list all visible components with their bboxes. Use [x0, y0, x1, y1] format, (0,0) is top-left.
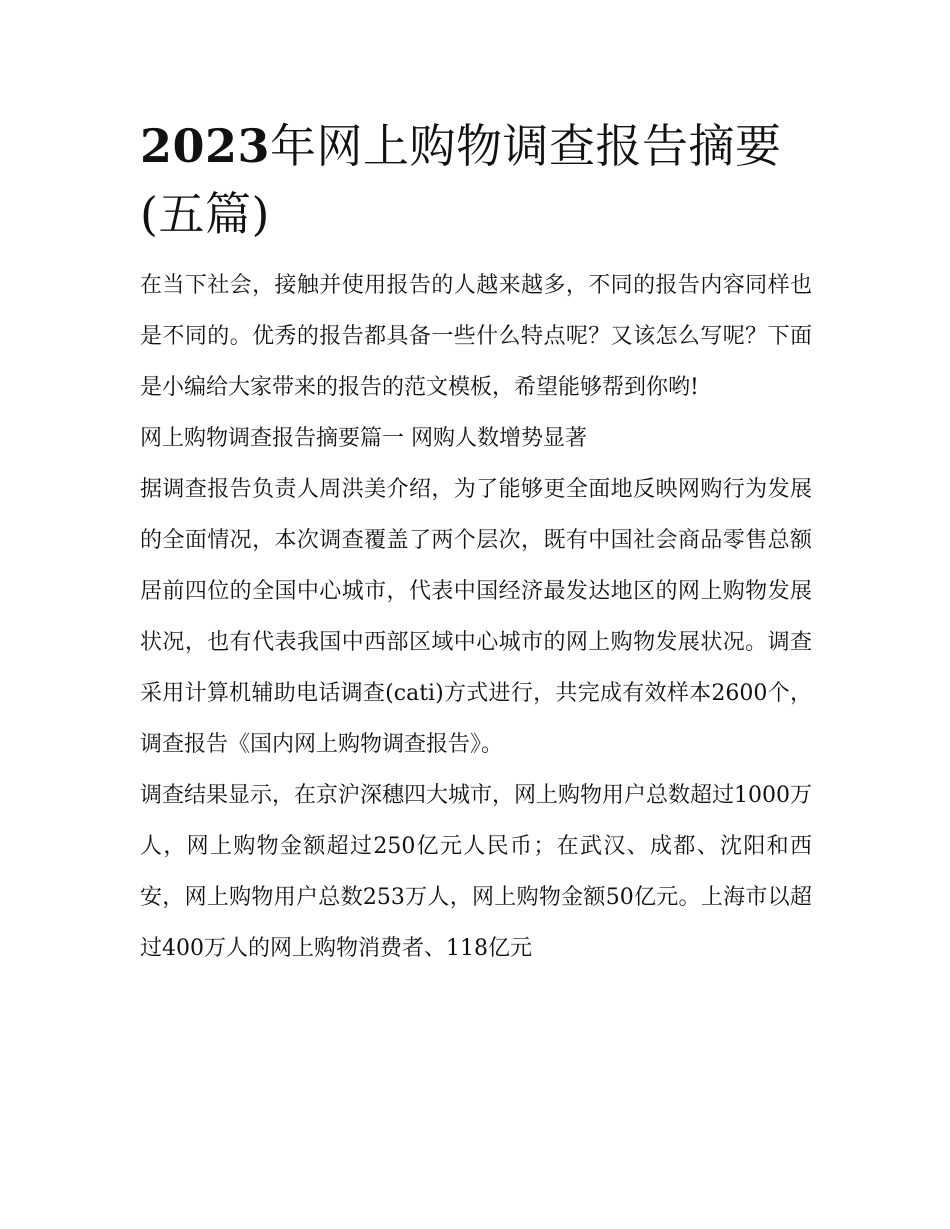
document-body	[140, 112, 812, 974]
intro-paragraph: 在当下社会，接触并使用报告的人越来越多，不同的报告内容同样也是不同的。优秀的报告都具备一些什么特点呢？又该怎么写呢？下面是小编给大家带来的报告的范文模板，希望能够帮到你哟!	[140, 273, 812, 400]
body-paragraph-2: 调查结果显示，在京沪深穗四大城市，网上购物用户总数超过1000万人，网上购物金额超过250亿元人民币；在武汉、成都、沈阳和西安，网上购物用户总数253万人，网上购物金额50亿元。上海市以超过400万人的网上购物消费者、118亿元	[140, 783, 812, 961]
title-year: 2023	[140, 119, 271, 173]
document-title	[140, 112, 812, 248]
section-heading: 网上购物调查报告摘要篇一 网购人数增势显著	[140, 426, 587, 451]
body-paragraph-1: 据调查报告负责人周洪美介绍，为了能够更全面地反映网购行为发展的全面情况，本次调查覆盖了两个层次，既有中国社会商品零售总额居前四位的全国中心城市，代表中国经济最发达地区的网上购物发展状况，也有代表我国中西部区域中心城市的网上购物发展状况。调查采用计算机辅助电话调查(cati)方式进行，共完成有效样本2600个，调查报告《国内网上购物调查报告》。	[140, 477, 812, 757]
title-text: 年网上购物调查报告摘要(五篇)	[140, 119, 782, 241]
